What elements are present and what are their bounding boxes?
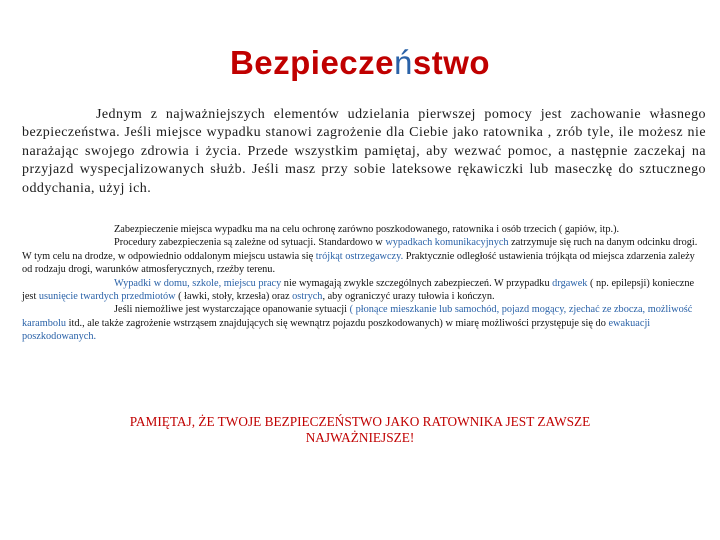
details-p3-text-2: ( np. epilepsji) konieczne jest (22, 277, 695, 303)
details-p2-text-3: Praktycznie odległość ustawienia trójkąta od miejsca zdarzenia zależy od rodzaju drogi, warunków atmosferycznych, rzeźby terenu. (22, 250, 695, 276)
details-p4-text-1: Jeśli niemożliwe jest wystarczające opanowanie sytuacji (114, 304, 350, 316)
page-title (0, 44, 720, 82)
title-part-2: stwo (412, 44, 491, 81)
details-p2-text-2: zatrzymuje się ruch na danym odcinku drogi. W tym celu na drodze, w odpowiednio oddalonym miejscu ustawia się (22, 237, 698, 262)
details-p4-text-2: itd., ale także zagrożenie wstrząsem znajdujących się wewnątrz pojazdu poszkodowanych) w miarę możliwości przystępuje się do (66, 317, 609, 329)
details-paragraph-2 (22, 236, 698, 276)
details-p3-text-1: nie wymagają zwykle szczególnych zabezpieczeń. W przypadku (281, 277, 553, 289)
details-section (22, 223, 698, 344)
title-part-1: Bezpiecze (229, 44, 395, 81)
title-accent-letter: ń (394, 44, 413, 81)
link-ostrych[interactable]: ostrych (292, 291, 323, 303)
details-paragraph-4 (22, 303, 698, 343)
intro-paragraph (22, 106, 706, 198)
link-wypadki-w-domu[interactable]: Wypadki w domu, szkole, miejscu pracy (114, 277, 282, 289)
details-paragraph-3 (22, 277, 698, 304)
link-usuniecie-przedmiotow[interactable]: usunięcie twardych przedmiotów (38, 291, 176, 303)
link-wypadki-komunikacyjne[interactable]: wypadkach komunikacyjnych (385, 237, 509, 249)
link-trojkat-ostrzegawczy[interactable]: trójkąt ostrzegawczy. (315, 250, 404, 262)
details-p3-text-3: ( ławki, stoły, krzesła) oraz (175, 291, 293, 303)
warning-message: PAMIĘTAJ, ŻE TWOJE BEZPIECZEŃSTWO JAKO RATOWNIKA JEST ZAWSZE NAJWAŻNIEJSZE! (129, 414, 591, 445)
details-p1-text: Zabezpieczenie miejsca wypadku ma na celu ochronę zarówno poszkodowanego, ratownika i osób trzecich ( gapiów, itp.). (114, 224, 620, 235)
details-paragraph-1 (22, 223, 698, 236)
link-ewakuacja[interactable]: ewakuacji poszkodowanych. (22, 317, 651, 343)
details-p2-text-1: Procedury zabezpieczenia są zależne od sytuacji. Standardowo w (114, 237, 386, 249)
intro-text: Jednym z najważniejszych elementów udzielania pierwszej pomocy jest zachowanie własnego bezpieczeństwa. Jeśli miejsce wypadku stanowi zagrożenie dla Ciebie jako ratownika , zrób tyle, ile możesz nie narażając swojego zdrowia i życia. Przede wszystkim pamiętaj, aby wezwać pomoc, a następnie zaczekaj na przyjazd wyspecjalizowanych służb. Jeśli masz przy sobie lateksowe rękawiczki lub maseczkę do sztucznego oddychania, użyj ich. (22, 107, 706, 196)
link-drgawki[interactable]: drgawek (552, 277, 588, 289)
details-p3-text-4: , aby ograniczyć urazy tułowia i kończyn. (322, 291, 495, 303)
link-plonace-mieszkanie[interactable]: ( płonące mieszkanie lub samochód, pojazd mogący, zjechać ze zbocza, możliwość karambolu (22, 304, 693, 329)
